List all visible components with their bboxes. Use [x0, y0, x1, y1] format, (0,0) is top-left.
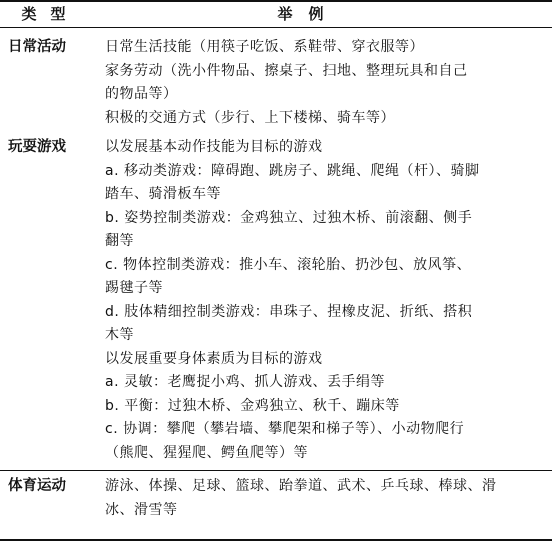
example-line: 的物品等）: [105, 86, 178, 102]
example-line: 踢毽子等: [105, 280, 163, 296]
example-line: c. 协调：攀爬（攀岩墙、攀爬架和梯子等）、小动物爬行: [105, 421, 465, 437]
example-line: （熊爬、猩猩爬、鳄鱼爬等）等: [105, 444, 308, 461]
example-subheading: 以发展基本动作技能为目标的游戏: [105, 139, 323, 155]
example-line: b. 姿势控制类游戏：金鸡独立、过独木桥、前滚翻、侧手: [105, 209, 473, 226]
example-line: b. 平衡：过独木桥、金鸡独立、秋千、蹦床等: [105, 397, 400, 414]
example-line: a. 移动类游戏：障碍跑、跳房子、跳绳、爬绳（杆）、骑脚: [105, 162, 480, 179]
row-type: 玩耍游戏: [8, 139, 66, 155]
table-header: [0, 2, 552, 28]
example-subheading: 以发展重要身体素质为目标的游戏: [105, 350, 323, 367]
table-row-daily-activities: [0, 28, 552, 127]
row-type: 日常活动: [8, 39, 66, 55]
header-type: 类型: [21, 5, 80, 23]
row-examples: [105, 136, 552, 470]
header-examples: 举例: [277, 5, 340, 23]
example-line: 日常生活技能（用筷子吃饭、系鞋带、穿衣服等）: [105, 39, 424, 55]
example-line: d. 肢体精细控制类游戏：串珠子、捏橡皮泥、折纸、搭积: [105, 303, 473, 320]
example-line: 冰、滑雪等: [105, 501, 178, 518]
example-line: 翻等: [105, 233, 134, 249]
example-line: a. 灵敏：老鹰捉小鸡、抓人游戏、丢手绢等: [105, 374, 385, 390]
example-line: 家务劳动（洗小件物品、擦桌子、扫地、整理玩具和自己: [105, 62, 468, 79]
table-row-play-games: [0, 127, 552, 470]
row-examples: [105, 36, 552, 127]
example-line: c. 物体控制类游戏：推小车、滚轮胎、扔沙包、放风筝、: [105, 256, 472, 273]
example-line: 游泳、体操、足球、篮球、跆拳道、武术、乒乓球、棒球、滑: [105, 478, 497, 494]
table-row-sports: [0, 470, 552, 538]
row-examples: [105, 475, 552, 538]
example-line: 木等: [105, 327, 134, 343]
example-line: 积极的交通方式（步行、上下楼梯、骑车等）: [105, 109, 395, 126]
example-line: 踏车、骑滑板车等: [105, 186, 221, 202]
row-type: 体育运动: [8, 478, 66, 494]
